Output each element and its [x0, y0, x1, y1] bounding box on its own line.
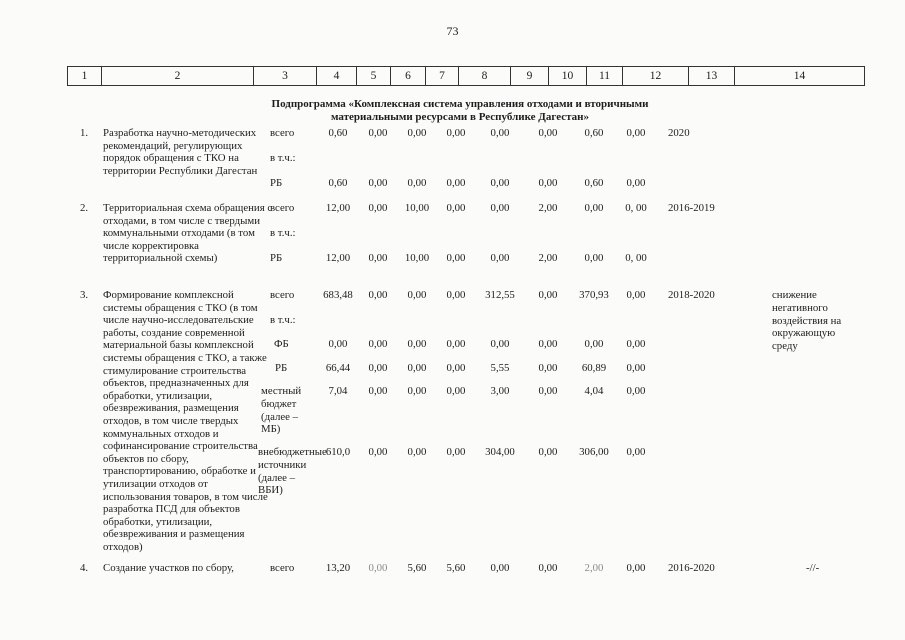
column-header-row	[67, 66, 865, 86]
value-cell: 0,00	[538, 362, 558, 374]
value-cell: 0,00	[490, 562, 510, 574]
period: 2018-2020	[668, 289, 715, 301]
value-cell: 66,44	[325, 362, 351, 374]
value-cell: 0,00	[490, 338, 510, 350]
value-cell: 0,00	[446, 127, 466, 139]
value-cell: 0,00	[538, 562, 558, 574]
value-cell: 12,00	[325, 202, 351, 214]
value-cell: 0,00	[407, 446, 427, 458]
funding-source: всего	[270, 127, 295, 139]
value-cell: 0,00	[407, 127, 427, 139]
funding-source: внебюджетные источники (далее – ВБИ)	[258, 446, 327, 497]
column-header: 10	[549, 67, 587, 86]
value-cell: 0,00	[446, 202, 466, 214]
column-header: 3	[254, 67, 317, 86]
row-number: 3.	[80, 289, 89, 301]
column-header: 12	[623, 67, 689, 86]
value-cell: 2,00	[538, 252, 558, 264]
value-cell: 312,55	[485, 289, 515, 301]
expected-result: снижение негативного воздействия на окружающую среду	[772, 289, 842, 353]
value-cell: 10,00	[404, 202, 430, 214]
value-cell: 0,00	[538, 127, 558, 139]
value-cell: 60,89	[581, 362, 607, 374]
column-header: 6	[391, 67, 426, 86]
value-cell: 610,0	[325, 446, 351, 458]
value-cell: 0,00	[490, 177, 510, 189]
value-cell: 0,60	[328, 177, 348, 189]
row-number: 4.	[80, 562, 89, 574]
value-cell: 0,00	[407, 289, 427, 301]
funding-source: всего	[270, 202, 295, 214]
value-cell: 0,60	[584, 177, 604, 189]
value-cell: 0,00	[368, 127, 388, 139]
value-cell: 0,00	[446, 289, 466, 301]
funding-source: РБ	[270, 252, 283, 264]
funding-source: в т.ч.:	[270, 314, 296, 326]
column-header: 2	[102, 67, 254, 86]
value-cell: 0,00	[538, 338, 558, 350]
value-cell: 0,00	[626, 362, 646, 374]
row-number: 2.	[80, 202, 89, 214]
value-cell: 0,00	[490, 127, 510, 139]
value-cell: 306,00	[579, 446, 609, 458]
value-cell: 2,00	[538, 202, 558, 214]
value-cell: 0,00	[626, 338, 646, 350]
value-cell: 0,00	[446, 385, 466, 397]
funding-source: всего	[270, 562, 295, 574]
column-header: 1	[68, 67, 102, 86]
value-cell: 0,00	[368, 385, 388, 397]
value-cell: 0,00	[446, 252, 466, 264]
value-cell: 0,00	[407, 338, 427, 350]
value-cell: 0,00	[584, 252, 604, 264]
value-cell: 0,00	[446, 177, 466, 189]
period: 2020	[668, 127, 690, 139]
value-cell: 7,04	[328, 385, 348, 397]
column-header: 4	[317, 67, 357, 86]
value-cell: 0, 00	[625, 202, 647, 214]
value-cell: 304,00	[485, 446, 515, 458]
value-cell: 0,00	[407, 362, 427, 374]
funding-source: в т.ч.:	[270, 227, 296, 239]
value-cell: 0,00	[626, 127, 646, 139]
value-cell: 0,00	[584, 202, 604, 214]
value-cell: 3,00	[490, 385, 510, 397]
value-cell: 0,00	[538, 385, 558, 397]
measure-name: Разработка научно-методических рекомендаций, регулирующих порядок обращения с ТКО на территории Республики Дагестан	[103, 127, 258, 177]
subprogram-title	[250, 98, 670, 124]
value-cell: 0,00	[407, 385, 427, 397]
column-header: 11	[587, 67, 623, 86]
value-cell: 2,00	[584, 562, 604, 574]
column-header: 7	[426, 67, 459, 86]
subtitle-line: материальными ресурсами в Республике Дагестан»	[330, 111, 590, 123]
value-cell: 0,00	[626, 177, 646, 189]
value-cell: 0,60	[328, 127, 348, 139]
value-cell: 0,00	[446, 338, 466, 350]
column-header: 13	[689, 67, 735, 86]
value-cell: 0,00	[328, 338, 348, 350]
page-number: 73	[446, 24, 459, 38]
measure-name: Формирование комплексной системы обращения с ТКО (в том числе научно-исследовательские работы, создание современной материальной базы комплексной системы обращения с ТКО, а также стимулирование строительства объектов, предназначенных для обработки, утилизации, обезвреживания, размещения отходов, в том числе твердых коммунальных отходов и софинансирование строительства объектов по сбору, транспортированию, обработке и утилизации отходов от использования товаров, в том числе разработка ПСД для объектов обработки, утилизации, обезвреживания и размещения отходов)	[103, 289, 268, 553]
funding-source: РБ	[275, 362, 288, 374]
value-cell: 0,00	[368, 362, 388, 374]
funding-source: в т.ч.:	[270, 152, 296, 164]
value-cell: 0,00	[446, 446, 466, 458]
value-cell: 10,00	[404, 252, 430, 264]
funding-source: РБ	[270, 177, 283, 189]
period: 2016-2019	[668, 202, 715, 214]
value-cell: 0,00	[407, 177, 427, 189]
value-cell: 0,00	[626, 446, 646, 458]
value-cell: 0,00	[584, 338, 604, 350]
value-cell: 13,20	[325, 562, 351, 574]
value-cell: 5,60	[407, 562, 427, 574]
column-header: 5	[357, 67, 391, 86]
funding-source: местный бюджет (далее – МБ)	[261, 385, 302, 436]
value-cell: 0, 00	[625, 252, 647, 264]
value-cell: 0,00	[490, 252, 510, 264]
column-header: 9	[511, 67, 549, 86]
value-cell: 0,00	[368, 562, 388, 574]
funding-source: всего	[270, 289, 295, 301]
period: 2016-2020	[668, 562, 715, 574]
column-header: 14	[735, 67, 865, 86]
measure-name: Территориальная схема обращения с отходами, в том числе с твердыми коммунальными отходами (в том числе корректировка территориальной схемы)	[103, 202, 273, 265]
value-cell: 0,00	[368, 252, 388, 264]
value-cell: 0,00	[368, 202, 388, 214]
value-cell: 0,00	[368, 289, 388, 301]
value-cell: 0,00	[626, 289, 646, 301]
value-cell: 12,00	[325, 252, 351, 264]
value-cell: 0,00	[626, 385, 646, 397]
value-cell: 0,00	[538, 446, 558, 458]
subtitle-line: Подпрограмма «Комплексная система управления отходами и вторичными	[271, 98, 649, 110]
value-cell: 4,04	[584, 385, 604, 397]
value-cell: 0,00	[626, 562, 646, 574]
value-cell: 0,00	[446, 362, 466, 374]
value-cell: 0,00	[368, 446, 388, 458]
value-cell: 5,60	[446, 562, 466, 574]
value-cell: 370,93	[579, 289, 609, 301]
value-cell: 0,60	[584, 127, 604, 139]
value-cell: 0,00	[368, 177, 388, 189]
value-cell: 0,00	[490, 202, 510, 214]
expected-result: -//-	[806, 562, 820, 574]
column-header: 8	[459, 67, 511, 86]
value-cell: 0,00	[538, 289, 558, 301]
measure-name: Создание участков по сбору,	[103, 562, 234, 574]
value-cell: 683,48	[323, 289, 353, 301]
value-cell: 0,00	[368, 338, 388, 350]
funding-source: ФБ	[274, 338, 289, 350]
row-number: 1.	[80, 127, 89, 139]
value-cell: 5,55	[490, 362, 510, 374]
value-cell: 0,00	[538, 177, 558, 189]
